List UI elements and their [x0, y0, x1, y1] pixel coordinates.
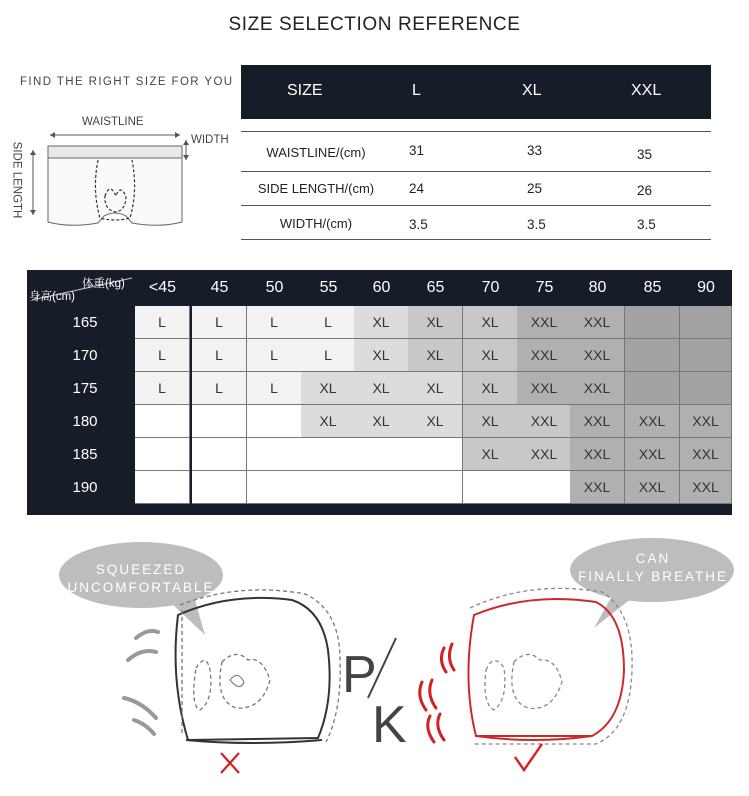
- weight-header: 45: [210, 279, 229, 296]
- grid-cell-size: XL: [319, 413, 337, 429]
- grid-cell-size: XL: [426, 380, 444, 396]
- grid-cell-size: XXL: [692, 413, 719, 429]
- grid-cell: [408, 339, 463, 372]
- grid-cell-size: XL: [481, 413, 499, 429]
- grid-cell: [680, 438, 732, 471]
- cell-waist-xxl: 35: [637, 147, 653, 162]
- grid-cell: [354, 306, 409, 339]
- grid-cell: [517, 339, 572, 372]
- grid-cell: [408, 471, 463, 504]
- grid-cell: [680, 339, 732, 372]
- cell-side-xl: 25: [527, 181, 543, 196]
- grid-cell: [247, 471, 302, 504]
- grid-cell-size: XXL: [583, 479, 611, 495]
- weight-header: 75: [535, 279, 554, 296]
- weight-header: 70: [481, 279, 500, 296]
- weight-header: <45: [148, 279, 177, 296]
- header-xl: XL: [522, 82, 542, 99]
- grid-cell-size: L: [324, 314, 332, 330]
- grid-cell-size: XL: [426, 413, 444, 429]
- squeeze-motion-marks: [124, 631, 158, 734]
- grid-cell-size: XL: [372, 347, 390, 363]
- height-header: 180: [72, 413, 98, 430]
- header-xxl: XXL: [631, 82, 662, 99]
- height-header: 190: [72, 479, 98, 496]
- height-header: 175: [72, 380, 98, 397]
- grid-cell-size: XXL: [530, 314, 558, 330]
- grid-cell: [135, 306, 190, 339]
- grid-cell: [301, 471, 356, 504]
- row-label-side-length: SIDE LENGTH/(cm): [257, 181, 375, 196]
- grid-cell-size: XXL: [583, 380, 611, 396]
- breathe-motion-marks: [420, 644, 454, 742]
- grid-cell-size: L: [215, 380, 223, 396]
- grid-cell: [354, 405, 409, 438]
- grid-cell-size: XL: [319, 380, 337, 396]
- grid-cell: [680, 405, 732, 438]
- divider: [241, 239, 711, 240]
- grid-cell-size: XXL: [583, 446, 611, 462]
- grid-cell-size: XXL: [583, 413, 611, 429]
- grid-cell-size: L: [270, 347, 278, 363]
- grid-cell-size: XXL: [530, 446, 558, 462]
- grid-cell: [625, 372, 680, 405]
- weight-header: 90: [697, 279, 715, 296]
- grid-cell: [570, 471, 625, 504]
- grid-cell-size: XXL: [638, 479, 666, 495]
- cell-width-xxl: 3.5: [637, 217, 656, 232]
- weight-header: 50: [265, 279, 284, 296]
- grid-cell-size: XL: [481, 380, 499, 396]
- weight-axis-label: 体重(kg): [82, 278, 125, 290]
- grid-cell-size: L: [270, 380, 278, 396]
- waistline-label: WAISTLINE: [82, 116, 144, 128]
- divider: [241, 205, 711, 206]
- cross-icon: [221, 753, 239, 773]
- grid-cell-size: XL: [481, 347, 499, 363]
- grid-cell-size: XL: [481, 314, 499, 330]
- cell-side-xxl: 26: [637, 183, 653, 198]
- grid-cell-size: XXL: [638, 413, 666, 429]
- height-header: 170: [72, 347, 98, 364]
- check-icon: [515, 744, 542, 770]
- grid-cell-size: L: [215, 347, 223, 363]
- weight-header: 60: [372, 279, 391, 296]
- grid-cell: [192, 339, 247, 372]
- breathe-text-1: CAN: [635, 551, 671, 566]
- grid-cell: [408, 306, 463, 339]
- grid-cell: [135, 339, 190, 372]
- height-header: 185: [72, 446, 98, 463]
- row-label-waistline: WAISTLINE/(cm): [266, 145, 366, 160]
- grid-cell: [570, 438, 625, 471]
- grid-cell-size: XXL: [583, 314, 611, 330]
- grid-cell-size: XL: [426, 347, 444, 363]
- grid-cell: [354, 339, 409, 372]
- grid-cell: [570, 306, 625, 339]
- grid-cell: [517, 438, 572, 471]
- grid-cell: [680, 471, 732, 504]
- grid-cell: [247, 438, 302, 471]
- grid-cell: [517, 372, 572, 405]
- grid-cell: [625, 306, 680, 339]
- weight-header: 65: [426, 279, 445, 296]
- grid-cell: [192, 405, 247, 438]
- grid-cell: [463, 438, 518, 471]
- page-title: SIZE SELECTION REFERENCE: [228, 14, 521, 35]
- grid-cell-size: L: [158, 314, 166, 330]
- cell-waist-xl: 33: [527, 143, 543, 158]
- grid-cell: [192, 372, 247, 405]
- grid-cell-size: L: [215, 314, 223, 330]
- pk-letter-k: K: [372, 696, 407, 754]
- grid-cell: [135, 438, 190, 471]
- grid-cell-size: L: [158, 347, 166, 363]
- grid-cell: [625, 405, 680, 438]
- width-label: WIDTH: [191, 134, 229, 146]
- grid-cell: [192, 306, 247, 339]
- grid-cell-size: XL: [372, 380, 390, 396]
- grid-cell: [625, 438, 680, 471]
- grid-cell: [570, 405, 625, 438]
- comfortable-brief: [468, 588, 632, 744]
- grid-cell-size: L: [324, 347, 332, 363]
- grid-cell: [354, 438, 409, 471]
- grid-cell: [354, 471, 409, 504]
- grid-cell: [135, 405, 190, 438]
- grid-cell-size: XXL: [583, 347, 611, 363]
- grid-cell-size: L: [270, 314, 278, 330]
- grid-cell-size: XL: [481, 446, 499, 462]
- grid-cell: [625, 339, 680, 372]
- grid-cell: [680, 372, 732, 405]
- divider: [241, 171, 711, 172]
- grid-cell-size: XXL: [692, 479, 719, 495]
- squeezed-text-2: UNCOMFORTABLE: [67, 580, 215, 595]
- subtitle: FIND THE RIGHT SIZE FOR YOU: [20, 76, 234, 88]
- grid-cell: [301, 372, 356, 405]
- grid-cell: [408, 438, 463, 471]
- grid-cell: [463, 405, 518, 438]
- grid-cell: [570, 339, 625, 372]
- grid-cell-size: XXL: [530, 347, 558, 363]
- brief-measure-diagram: [0, 110, 240, 240]
- grid-cell: [625, 471, 680, 504]
- weight-header: 55: [319, 279, 338, 296]
- height-axis-label: 身高(cm): [29, 291, 75, 303]
- grid-cell-size: XXL: [530, 413, 558, 429]
- grid-cell: [247, 306, 302, 339]
- grid-cell: [463, 339, 518, 372]
- grid-cell: [247, 405, 302, 438]
- grid-cell: [301, 405, 356, 438]
- grid-cell: [301, 306, 356, 339]
- grid-cell: [463, 372, 518, 405]
- grid-cell-size: XXL: [638, 446, 666, 462]
- squeezed-brief: [176, 590, 341, 743]
- cell-waist-l: 31: [409, 143, 425, 158]
- grid-cell: [247, 372, 302, 405]
- grid-cell: [463, 306, 518, 339]
- header-size: SIZE: [287, 82, 323, 99]
- grid-cell: [517, 306, 572, 339]
- grid-cell: [192, 471, 247, 504]
- divider: [241, 131, 711, 132]
- grid-cell-size: XXL: [530, 380, 558, 396]
- weight-header: 85: [643, 279, 662, 296]
- side-length-label: SIDE LENGTH: [10, 141, 23, 219]
- grid-cell: [680, 306, 732, 339]
- weight-header: 80: [588, 279, 607, 296]
- grid-cell-size: XL: [372, 413, 390, 429]
- grid-cell-size: L: [158, 380, 166, 396]
- grid-cell: [301, 438, 356, 471]
- grid-cell: [354, 372, 409, 405]
- grid-cell: [247, 339, 302, 372]
- header-l: L: [412, 82, 421, 99]
- grid-cell: [301, 339, 356, 372]
- grid-cell: [570, 372, 625, 405]
- grid-cell: [517, 471, 572, 504]
- grid-cell: [408, 405, 463, 438]
- grid-cell: [408, 372, 463, 405]
- cell-side-l: 24: [409, 181, 425, 196]
- height-header: 165: [72, 314, 98, 331]
- cell-width-l: 3.5: [409, 217, 428, 232]
- grid-cell-size: XXL: [692, 446, 719, 462]
- grid-cell-size: XL: [426, 314, 444, 330]
- size-table-header: [241, 65, 711, 119]
- grid-cell: [463, 471, 518, 504]
- pk-letter-p: P: [342, 646, 377, 704]
- squeezed-text-1: SQUEEZED: [95, 562, 187, 577]
- grid-cell: [192, 438, 247, 471]
- row-label-width: WIDTH/(cm): [279, 216, 353, 231]
- grid-cell: [517, 405, 572, 438]
- breathe-text-2: FINALLY BREATHE: [577, 569, 729, 584]
- grid-cell: [135, 372, 190, 405]
- grid-cell: [135, 471, 190, 504]
- grid-cell-size: XL: [372, 314, 390, 330]
- cell-width-xl: 3.5: [527, 217, 546, 232]
